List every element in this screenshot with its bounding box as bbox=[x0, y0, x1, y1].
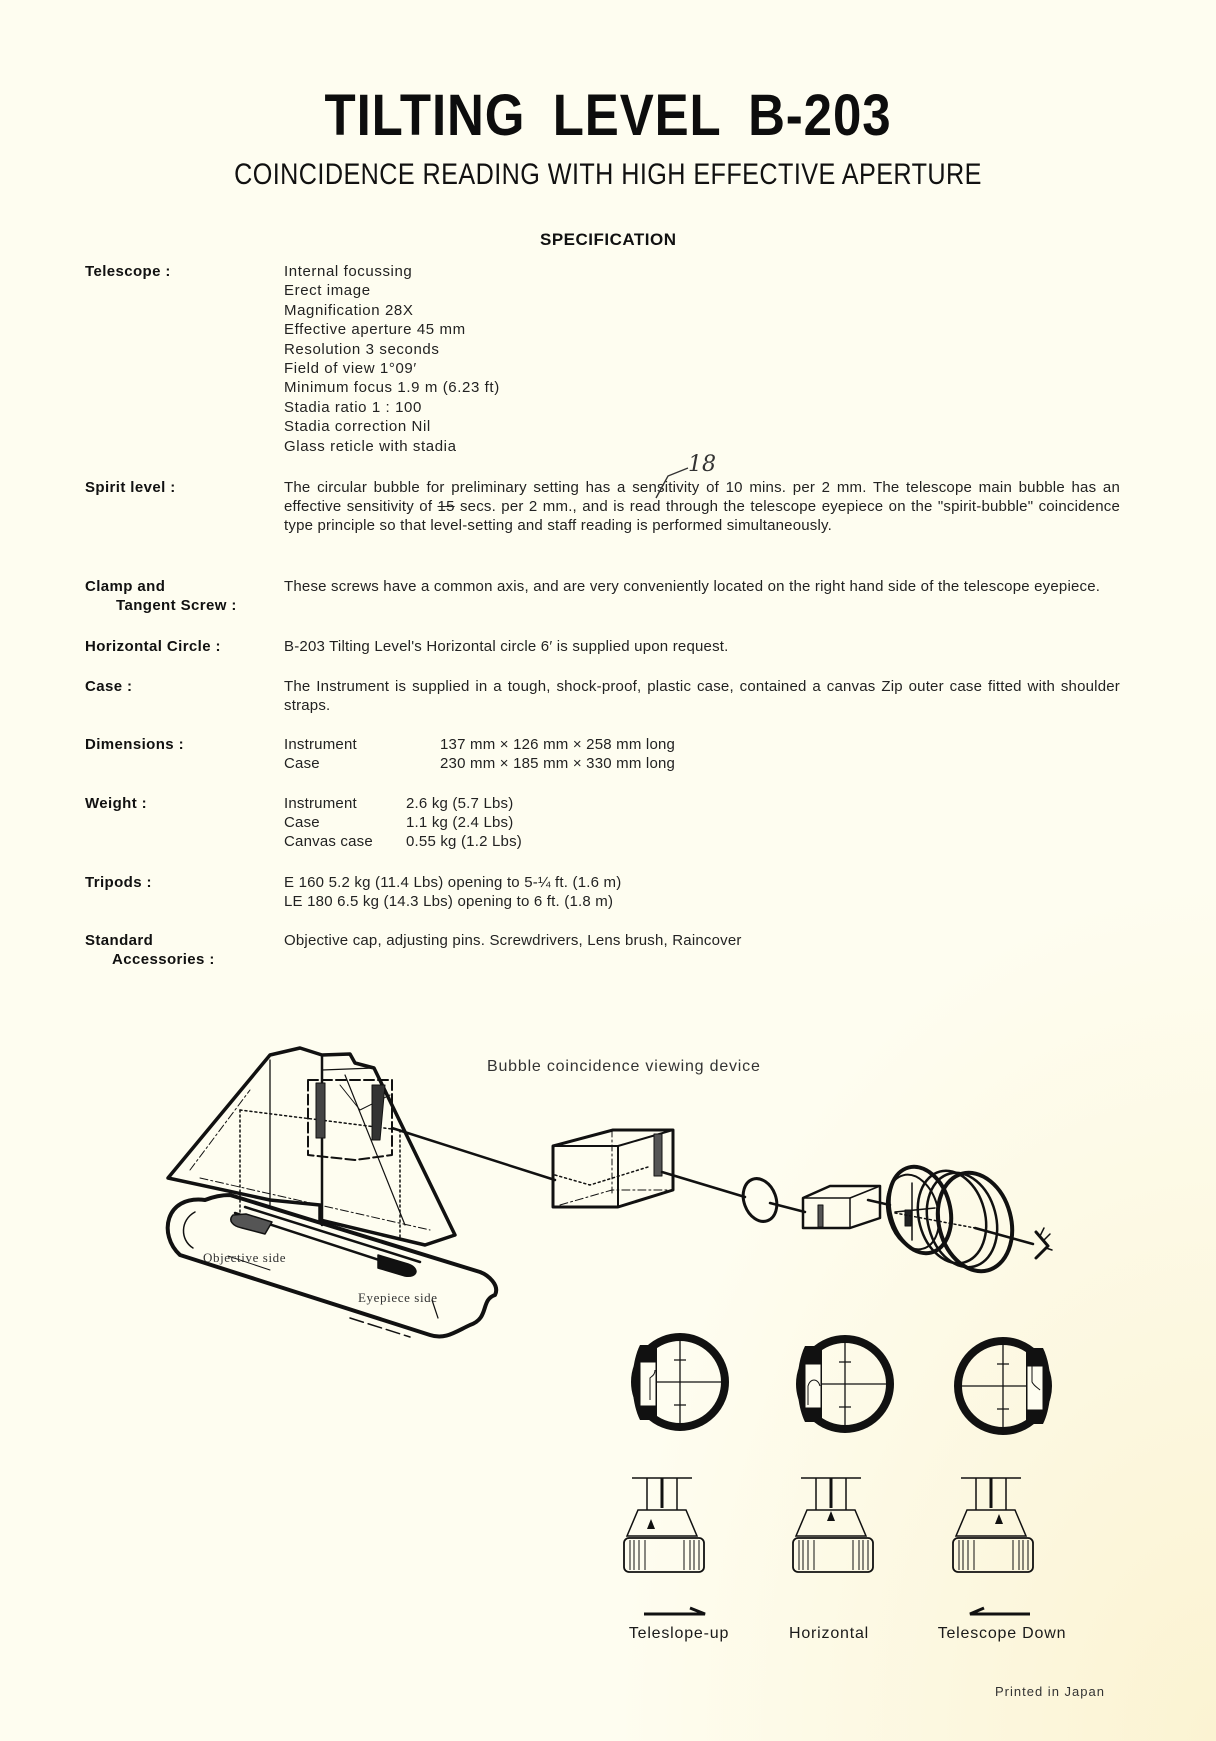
spec-line: Effective aperture 45 mm bbox=[284, 321, 466, 339]
spec-line: Field of view 1°09′ bbox=[284, 360, 417, 378]
spec-value: B-203 Tilting Level's Horizontal circle 6′ is supplied upon request. bbox=[284, 638, 729, 655]
table-cell: Instrument bbox=[284, 795, 357, 812]
spec-label: Tripods : bbox=[85, 874, 152, 891]
spec-value: The Instrument is supplied in a tough, shock-proof, plastic case, contained a canvas Zip outer case fitted with shoulder straps. bbox=[284, 678, 1120, 714]
spec-label: Horizontal Circle : bbox=[85, 638, 221, 655]
spec-line: Stadia correction Nil bbox=[284, 418, 431, 436]
tilting-knob-down-icon bbox=[953, 1478, 1033, 1572]
spec-label-line: Clamp and bbox=[85, 578, 166, 595]
table-cell: Instrument bbox=[284, 736, 357, 753]
viewfield-horizontal-icon bbox=[798, 1339, 891, 1429]
table-cell: 2.6 kg (5.7 Lbs) bbox=[406, 795, 514, 812]
spec-line: Minimum focus 1.9 m (6.23 ft) bbox=[284, 379, 500, 397]
tilting-knob-horizontal-icon bbox=[793, 1478, 873, 1572]
spec-label: Dimensions : bbox=[85, 736, 184, 753]
diagram-caption: Bubble coincidence viewing device bbox=[487, 1058, 761, 1075]
spec-line: E 160 5.2 kg (11.4 Lbs) opening to 5-¼ ft. (1.6 m) bbox=[284, 874, 622, 891]
specification-heading: SPECIFICATION bbox=[540, 230, 677, 249]
handwritten-correction: 18 bbox=[688, 452, 716, 477]
eyepiece-side-label: Eyepiece side bbox=[358, 1290, 438, 1305]
table-cell: Canvas case bbox=[284, 833, 373, 850]
spec-label: Telescope : bbox=[85, 263, 171, 280]
spec-line: Stadia ratio 1 : 100 bbox=[284, 398, 422, 416]
struck-value: 15 bbox=[437, 498, 455, 515]
spec-line: Resolution 3 seconds bbox=[284, 340, 440, 358]
spec-line: Glass reticle with stadia bbox=[284, 437, 457, 455]
arrow-left-icon bbox=[970, 1608, 1030, 1614]
printed-in-japan: Printed in Japan bbox=[995, 1684, 1105, 1699]
tilting-knob-up-icon bbox=[624, 1478, 704, 1572]
table-cell: 1.1 kg (2.4 Lbs) bbox=[406, 814, 514, 831]
spec-value: Objective cap, adjusting pins. Screwdrivers, Lens brush, Raincover bbox=[284, 932, 742, 949]
state-label-teleslope-up: Teleslope-up bbox=[628, 1625, 730, 1642]
spirit-text-2: secs. per 2 mm., and is read through the telescope eyepiece on the "spirit-bubble" coincidence type principle so that level-setting and staff reading is performed simultaneously. bbox=[284, 498, 1120, 534]
spec-line: Magnification 28X bbox=[284, 301, 414, 319]
table-cell: 137 mm × 126 mm × 258 mm long bbox=[440, 736, 676, 753]
viewfield-teleslope-up-icon bbox=[633, 1337, 726, 1427]
spec-label: Spirit level : bbox=[85, 479, 176, 496]
spec-label-line: Tangent Screw : bbox=[116, 597, 237, 614]
spirit-text-1: The circular bubble for preliminary setting has a sensitivity of 10 mins. per 2 mm. The telescope main bubble has an effective sensitivity of bbox=[284, 479, 1120, 515]
table-cell: Case bbox=[284, 814, 320, 831]
state-label-telescope-down: Telescope Down bbox=[937, 1625, 1067, 1642]
arrow-right-icon bbox=[644, 1608, 705, 1614]
table-cell: Case bbox=[284, 755, 320, 772]
table-cell: 0.55 kg (1.2 Lbs) bbox=[406, 833, 522, 850]
spec-label: Weight : bbox=[85, 795, 148, 812]
spec-value: These screws have a common axis, and are very conveniently located on the right hand side of the telescope eyepiece. bbox=[284, 578, 1101, 595]
document-subtitle: COINCIDENCE READING WITH HIGH EFFECTIVE APERTURE bbox=[234, 158, 982, 191]
spec-label: Case : bbox=[85, 678, 133, 695]
table-cell: 230 mm × 185 mm × 330 mm long bbox=[440, 755, 676, 772]
spec-label-line: Accessories : bbox=[112, 951, 215, 968]
state-label-horizontal: Horizontal bbox=[788, 1625, 870, 1642]
spec-line: Erect image bbox=[284, 282, 371, 300]
spec-line: LE 180 6.5 kg (14.3 Lbs) opening to 6 ft. (1.8 m) bbox=[284, 893, 614, 910]
document-title: TILTING LEVEL B-203 bbox=[324, 83, 892, 148]
objective-side-label: Objective side bbox=[203, 1250, 287, 1265]
spec-line: Internal focussing bbox=[284, 263, 413, 280]
spec-label-line: Standard bbox=[85, 932, 154, 949]
viewfield-telescope-down-icon bbox=[958, 1341, 1051, 1431]
